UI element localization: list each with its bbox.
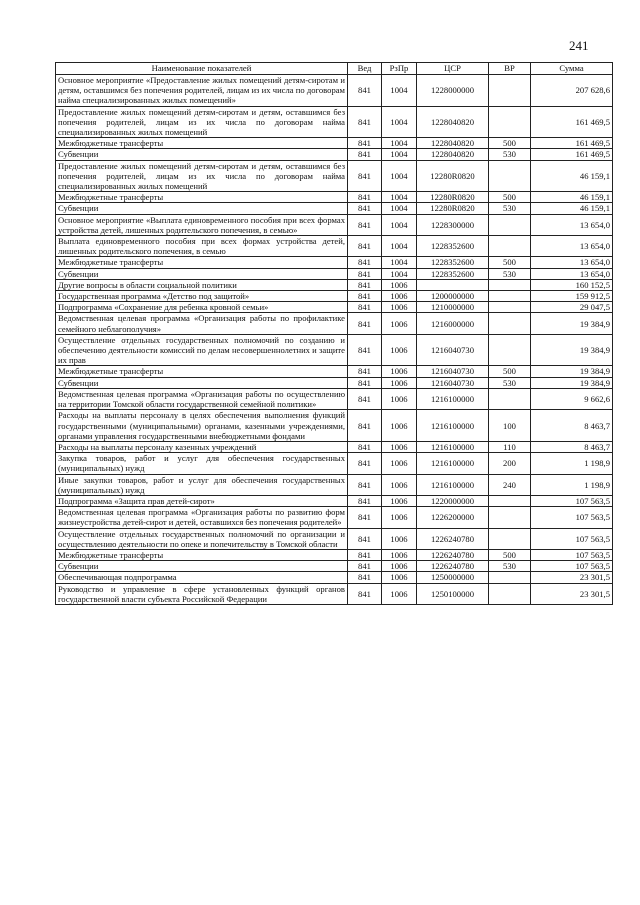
row-ved-cell: 841 <box>348 549 382 560</box>
row-sum-cell: 161 469,5 <box>531 138 613 149</box>
table-row <box>56 149 613 160</box>
row-csr-cell: 1216100000 <box>417 474 489 495</box>
page-number: 241 <box>569 38 589 53</box>
row-csr-cell: 1228352600 <box>417 236 489 257</box>
row-ved-cell: 841 <box>348 410 382 442</box>
table-row <box>56 138 613 149</box>
table-row <box>56 279 613 290</box>
table-row <box>56 203 613 214</box>
row-csr-cell: 1216100000 <box>417 388 489 409</box>
row-rzpr-cell: 1004 <box>382 257 417 268</box>
row-rzpr-cell: 1006 <box>382 410 417 442</box>
row-name-cell: Межбюджетные трансферты <box>56 549 348 560</box>
row-ved-cell: 841 <box>348 441 382 452</box>
row-vr-cell <box>489 507 531 528</box>
row-name-cell: Субвенции <box>56 377 348 388</box>
row-sum-cell: 19 384,9 <box>531 334 613 366</box>
row-rzpr-cell: 1006 <box>382 583 417 604</box>
row-csr-cell: 1200000000 <box>417 291 489 302</box>
row-name-cell: Субвенции <box>56 149 348 160</box>
row-vr-cell: 500 <box>489 366 531 377</box>
row-csr-cell: 1250100000 <box>417 583 489 604</box>
row-sum-cell: 13 654,0 <box>531 236 613 257</box>
row-sum-cell: 23 301,5 <box>531 583 613 604</box>
row-ved-cell: 841 <box>348 149 382 160</box>
row-rzpr-cell: 1006 <box>382 495 417 506</box>
row-rzpr-cell: 1004 <box>382 138 417 149</box>
row-ved-cell: 841 <box>348 291 382 302</box>
row-ved-cell: 841 <box>348 302 382 313</box>
row-name-cell: Межбюджетные трансферты <box>56 138 348 149</box>
table-row <box>56 214 613 235</box>
row-vr-cell <box>489 528 531 549</box>
row-name-cell: Основное мероприятие «Предоставление жилых помещений детям-сиротам и детям, оставшимся без попечения родителей, лицам из их числа по договорам найма специализированных жилых помещений» <box>56 75 348 107</box>
row-csr-cell: 1210000000 <box>417 302 489 313</box>
row-ved-cell: 841 <box>348 236 382 257</box>
row-csr-cell: 1216100000 <box>417 441 489 452</box>
header-sum: Сумма <box>531 63 613 75</box>
table-row <box>56 334 613 366</box>
row-sum-cell: 19 384,9 <box>531 313 613 334</box>
row-csr-cell: 1228040820 <box>417 149 489 160</box>
row-name-cell: Ведомственная целевая программа «Организация работы по развитию форм жизнеустройства детей-сирот и детей, оставшихся без попечения родителей» <box>56 507 348 528</box>
row-csr-cell: 1250000000 <box>417 572 489 583</box>
row-vr-cell: 530 <box>489 268 531 279</box>
row-vr-cell: 530 <box>489 377 531 388</box>
table-row <box>56 495 613 506</box>
row-rzpr-cell: 1006 <box>382 279 417 290</box>
row-sum-cell: 13 654,0 <box>531 257 613 268</box>
row-vr-cell <box>489 291 531 302</box>
row-ved-cell: 841 <box>348 474 382 495</box>
row-rzpr-cell: 1006 <box>382 474 417 495</box>
row-ved-cell: 841 <box>348 279 382 290</box>
row-sum-cell: 9 662,6 <box>531 388 613 409</box>
row-rzpr-cell: 1004 <box>382 268 417 279</box>
row-vr-cell <box>489 160 531 192</box>
row-ved-cell: 841 <box>348 160 382 192</box>
row-ved-cell: 841 <box>348 268 382 279</box>
table-header-row <box>56 63 613 75</box>
row-csr-cell: 1216040730 <box>417 334 489 366</box>
row-name-cell: Предоставление жилых помещений детям-сиротам и детям, оставшимся без попечения родителей, лицам из их числа по договорам найма специализированных жилых помещений <box>56 160 348 192</box>
table-row <box>56 572 613 583</box>
row-csr-cell: 1228000000 <box>417 75 489 107</box>
row-ved-cell: 841 <box>348 366 382 377</box>
row-ved-cell: 841 <box>348 495 382 506</box>
row-sum-cell: 1 198,9 <box>531 453 613 474</box>
row-rzpr-cell: 1006 <box>382 334 417 366</box>
header-rzpr: РзПр <box>382 63 417 75</box>
table-row <box>56 561 613 572</box>
row-vr-cell <box>489 236 531 257</box>
row-csr-cell <box>417 279 489 290</box>
row-csr-cell: 1226200000 <box>417 507 489 528</box>
row-sum-cell: 23 301,5 <box>531 572 613 583</box>
row-csr-cell: 1216040730 <box>417 377 489 388</box>
row-vr-cell <box>489 302 531 313</box>
row-vr-cell: 500 <box>489 549 531 560</box>
row-vr-cell: 500 <box>489 192 531 203</box>
row-sum-cell: 160 152,5 <box>531 279 613 290</box>
row-csr-cell: 1226240780 <box>417 561 489 572</box>
row-sum-cell: 13 654,0 <box>531 268 613 279</box>
row-vr-cell <box>489 388 531 409</box>
table-row <box>56 192 613 203</box>
row-name-cell: Осуществление отдельных государственных полномочий по созданию и обеспечению деятельности комиссий по делам несовершеннолетних и защите их прав <box>56 334 348 366</box>
row-rzpr-cell: 1004 <box>382 236 417 257</box>
row-vr-cell: 530 <box>489 203 531 214</box>
row-rzpr-cell: 1006 <box>382 313 417 334</box>
row-sum-cell: 207 628,6 <box>531 75 613 107</box>
row-csr-cell: 12280R0820 <box>417 160 489 192</box>
row-ved-cell: 841 <box>348 138 382 149</box>
table-row <box>56 106 613 138</box>
row-sum-cell: 107 563,5 <box>531 549 613 560</box>
row-name-cell: Расходы на выплаты персоналу казенных учреждений <box>56 441 348 452</box>
row-rzpr-cell: 1004 <box>382 106 417 138</box>
row-name-cell: Государственная программа «Детство под защитой» <box>56 291 348 302</box>
row-rzpr-cell: 1004 <box>382 192 417 203</box>
row-csr-cell: 1226240780 <box>417 528 489 549</box>
row-csr-cell: 12280R0820 <box>417 203 489 214</box>
table-row <box>56 257 613 268</box>
row-rzpr-cell: 1006 <box>382 291 417 302</box>
row-sum-cell: 29 047,5 <box>531 302 613 313</box>
row-csr-cell: 1228040820 <box>417 138 489 149</box>
table-row <box>56 453 613 474</box>
row-ved-cell: 841 <box>348 313 382 334</box>
row-csr-cell: 1216040730 <box>417 366 489 377</box>
row-name-cell: Межбюджетные трансферты <box>56 192 348 203</box>
row-ved-cell: 841 <box>348 203 382 214</box>
row-vr-cell <box>489 495 531 506</box>
row-vr-cell <box>489 279 531 290</box>
row-csr-cell: 1228040820 <box>417 106 489 138</box>
row-sum-cell: 19 384,9 <box>531 366 613 377</box>
table-row <box>56 507 613 528</box>
row-sum-cell: 13 654,0 <box>531 214 613 235</box>
row-rzpr-cell: 1004 <box>382 203 417 214</box>
row-name-cell: Субвенции <box>56 561 348 572</box>
table-row <box>56 236 613 257</box>
row-name-cell: Осуществление отдельных государственных полномочий по организации и осуществлению деятельности по опеке и попечительству в Томской области <box>56 528 348 549</box>
row-csr-cell: 1216100000 <box>417 453 489 474</box>
table-row <box>56 388 613 409</box>
row-vr-cell <box>489 572 531 583</box>
row-ved-cell: 841 <box>348 583 382 604</box>
row-sum-cell: 8 463,7 <box>531 441 613 452</box>
row-sum-cell: 46 159,1 <box>531 192 613 203</box>
table-row <box>56 549 613 560</box>
row-name-cell: Другие вопросы в области социальной политики <box>56 279 348 290</box>
row-name-cell: Основное мероприятие «Выплата единовременного пособия при всех формах устройства детей, лишенных родительского попечения, в семью» <box>56 214 348 235</box>
row-sum-cell: 161 469,5 <box>531 106 613 138</box>
row-rzpr-cell: 1006 <box>382 572 417 583</box>
row-name-cell: Расходы на выплаты персоналу в целях обеспечения выполнения функций государственными (муниципальными) органами, казенными учреждениями, органами управления государственными внебюджетными фондами <box>56 410 348 442</box>
row-ved-cell: 841 <box>348 214 382 235</box>
row-rzpr-cell: 1006 <box>382 507 417 528</box>
row-vr-cell: 240 <box>489 474 531 495</box>
row-name-cell: Субвенции <box>56 268 348 279</box>
table-row <box>56 366 613 377</box>
row-rzpr-cell: 1006 <box>382 441 417 452</box>
row-sum-cell: 19 384,9 <box>531 377 613 388</box>
row-ved-cell: 841 <box>348 572 382 583</box>
row-rzpr-cell: 1004 <box>382 75 417 107</box>
header-vr: ВР <box>489 63 531 75</box>
row-rzpr-cell: 1004 <box>382 160 417 192</box>
row-name-cell: Обеспечивающая подпрограмма <box>56 572 348 583</box>
row-vr-cell: 500 <box>489 257 531 268</box>
row-ved-cell: 841 <box>348 377 382 388</box>
row-rzpr-cell: 1006 <box>382 453 417 474</box>
table-row <box>56 410 613 442</box>
row-sum-cell: 107 563,5 <box>531 507 613 528</box>
row-name-cell: Предоставление жилых помещений детям-сиротам и детям, оставшимся без попечения родителей, лицам из их числа по договорам найма специализированных жилых помещений <box>56 106 348 138</box>
row-sum-cell: 8 463,7 <box>531 410 613 442</box>
table-row <box>56 528 613 549</box>
row-rzpr-cell: 1006 <box>382 377 417 388</box>
row-name-cell: Подпрограмма «Сохранение для ребенка кровной семьи» <box>56 302 348 313</box>
row-vr-cell <box>489 106 531 138</box>
row-ved-cell: 841 <box>348 388 382 409</box>
row-rzpr-cell: 1006 <box>382 561 417 572</box>
table-row <box>56 377 613 388</box>
row-name-cell: Выплата единовременного пособия при всех формах устройства детей, лишенных родительского попечения, в семью <box>56 236 348 257</box>
table-row <box>56 291 613 302</box>
row-name-cell: Иные закупки товаров, работ и услуг для обеспечения государственных (муниципальных) нужд <box>56 474 348 495</box>
row-vr-cell: 500 <box>489 138 531 149</box>
table-row <box>56 474 613 495</box>
row-sum-cell: 46 159,1 <box>531 160 613 192</box>
row-name-cell: Подпрограмма «Защита прав детей-сирот» <box>56 495 348 506</box>
row-csr-cell: 1216000000 <box>417 313 489 334</box>
row-vr-cell: 530 <box>489 149 531 160</box>
row-rzpr-cell: 1004 <box>382 214 417 235</box>
row-rzpr-cell: 1006 <box>382 528 417 549</box>
row-sum-cell: 107 563,5 <box>531 495 613 506</box>
row-rzpr-cell: 1006 <box>382 302 417 313</box>
row-csr-cell: 1228352600 <box>417 268 489 279</box>
budget-table <box>55 62 613 605</box>
row-name-cell: Ведомственная целевая программа «Организация работы по профилактике семейного неблагополучия» <box>56 313 348 334</box>
row-name-cell: Межбюджетные трансферты <box>56 366 348 377</box>
row-rzpr-cell: 1004 <box>382 149 417 160</box>
row-vr-cell <box>489 583 531 604</box>
row-vr-cell <box>489 75 531 107</box>
row-csr-cell: 1220000000 <box>417 495 489 506</box>
row-vr-cell: 110 <box>489 441 531 452</box>
row-name-cell: Закупка товаров, работ и услуг для обеспечения государственных (муниципальных) нужд <box>56 453 348 474</box>
row-rzpr-cell: 1006 <box>382 388 417 409</box>
row-ved-cell: 841 <box>348 106 382 138</box>
row-sum-cell: 107 563,5 <box>531 561 613 572</box>
row-csr-cell: 1228352600 <box>417 257 489 268</box>
row-ved-cell: 841 <box>348 334 382 366</box>
table-row <box>56 268 613 279</box>
row-rzpr-cell: 1006 <box>382 366 417 377</box>
header-csr: ЦСР <box>417 63 489 75</box>
table-row <box>56 583 613 604</box>
row-ved-cell: 841 <box>348 192 382 203</box>
row-vr-cell: 200 <box>489 453 531 474</box>
row-name-cell: Руководство и управление в сфере установленных функций органов государственной власти субъекта Российской Федерации <box>56 583 348 604</box>
row-sum-cell: 161 469,5 <box>531 149 613 160</box>
table-row <box>56 441 613 452</box>
row-csr-cell: 12280R0820 <box>417 192 489 203</box>
row-ved-cell: 841 <box>348 257 382 268</box>
row-vr-cell <box>489 334 531 366</box>
row-vr-cell: 530 <box>489 561 531 572</box>
row-vr-cell <box>489 313 531 334</box>
row-rzpr-cell: 1006 <box>382 549 417 560</box>
row-ved-cell: 841 <box>348 561 382 572</box>
table-row <box>56 75 613 107</box>
row-ved-cell: 841 <box>348 507 382 528</box>
row-name-cell: Межбюджетные трансферты <box>56 257 348 268</box>
table-row <box>56 160 613 192</box>
header-name: Наименование показателей <box>56 63 348 75</box>
row-sum-cell: 46 159,1 <box>531 203 613 214</box>
row-csr-cell: 1226240780 <box>417 549 489 560</box>
row-csr-cell: 1228300000 <box>417 214 489 235</box>
row-ved-cell: 841 <box>348 453 382 474</box>
row-vr-cell: 100 <box>489 410 531 442</box>
row-sum-cell: 1 198,9 <box>531 474 613 495</box>
row-sum-cell: 159 912,5 <box>531 291 613 302</box>
header-ved: Вед <box>348 63 382 75</box>
row-sum-cell: 107 563,5 <box>531 528 613 549</box>
table-row <box>56 302 613 313</box>
row-csr-cell: 1216100000 <box>417 410 489 442</box>
row-vr-cell <box>489 214 531 235</box>
row-ved-cell: 841 <box>348 75 382 107</box>
row-name-cell: Субвенции <box>56 203 348 214</box>
row-ved-cell: 841 <box>348 528 382 549</box>
row-name-cell: Ведомственная целевая программа «Организация работы по осуществлению на территории Томской области государственной семейной политики» <box>56 388 348 409</box>
table-row <box>56 313 613 334</box>
